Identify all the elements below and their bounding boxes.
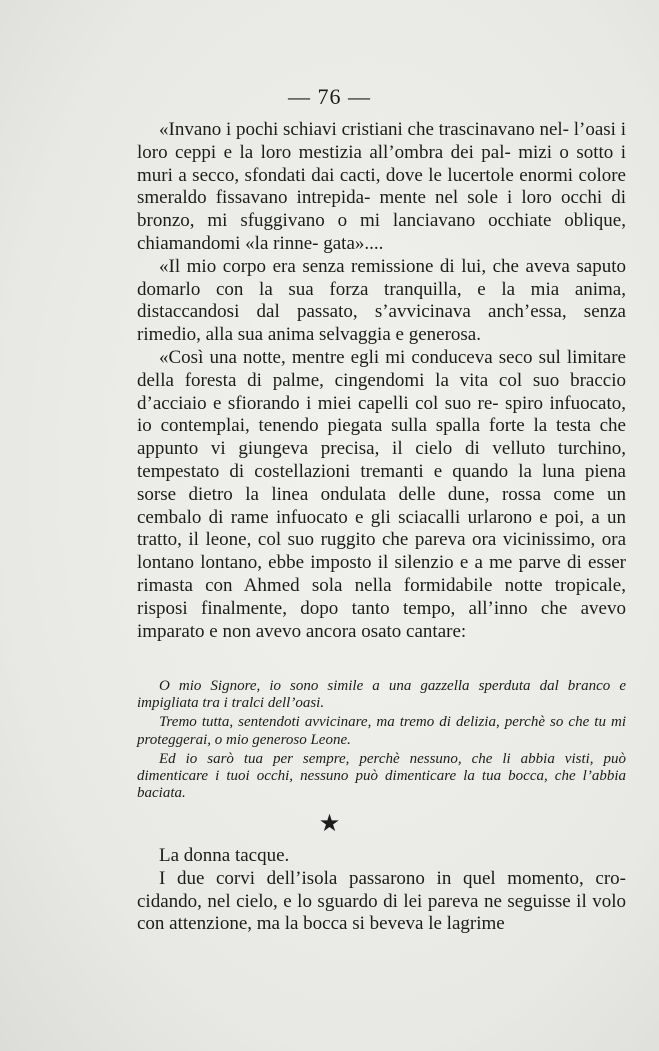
paragraph: La donna tacque.	[159, 845, 290, 866]
page-number: — 76 —	[288, 84, 371, 109]
paragraph: I due corvi dell’isola passarono in quel momento, cro- cidando, nel cielo, e lo sguardo di lei pareva ne seguisse il volo con attenzione, ma la bocca si beveva le lagrime	[137, 867, 626, 935]
poem-block	[137, 678, 626, 804]
main-text	[137, 119, 626, 643]
poem-stanza: O mio Signore, io sono simile a una gazzella sperduta dal branco e impigliata tra i tralci dell’oasi.	[137, 678, 626, 712]
paragraph: «Invano i pochi schiavi cristiani che trascinavano nel- l’oasi i loro ceppi e la loro mestizia all’ombra dei pal- mizi o sotto i muri a secco, sfondati dai cacti, dove le lucertole enormi colore smeraldo fissavano intrepida- mente nel sole i loro occhi di bronzo, mi sfuggivano o mi lanciavano occhiate oblique, chiamandomi «la rinne- gata»....	[137, 119, 626, 254]
paragraph: «Il mio corpo era senza remissione di lui, che aveva saputo domarlo con la sua forza tranquilla, e la mia anima, distaccandosi dal passato, s’avvicinava anch’essa, senza rimedio, alla sua anima selvaggia e generosa.	[137, 255, 626, 346]
star-separator-icon: ★	[318, 811, 341, 837]
poem-stanza: Tremo tutta, sentendoti avvicinare, ma tremo di delizia, perchè so che tu mi proteggerai, o mio generoso Leone.	[137, 714, 626, 748]
closing-text	[137, 845, 626, 936]
poem-stanza: Ed io sarò tua per sempre, perchè nessuno, che li abbia visti, può dimenticare i tuoi occhi, nessuno può dimenticare la tua bocca, che l’abbia baciata.	[137, 750, 626, 802]
paragraph: «Così una notte, mentre egli mi conduceva seco sul limitare della foresta di palme, cingendomi la vita col suo braccio d’acciaio e sfiorando i miei capelli col suo re- spiro infuocato, io contemplai, tenendo piegata sulla spalla forte la testa che appunto vi giungeva precisa, il cielo di velluto turchino, tempestato di costellazioni tremanti e quando la luna piena sorse dietro la linea ondulata delle dune, rossa come un cembalo di rame infuocato e gli sciacalli urlarono e poi, a un tratto, il leone, col suo ruggito che pareva ora vicinissimo, ora lontano lontano, ebbe imposto il silenzio e a me parve di esser rimasta con Ahmed sola nella formidabile notte tropicale, risposi finalmente, dopo tanto tempo, all’inno che avevo imparato e non avevo ancora osato cantare:	[137, 346, 626, 642]
